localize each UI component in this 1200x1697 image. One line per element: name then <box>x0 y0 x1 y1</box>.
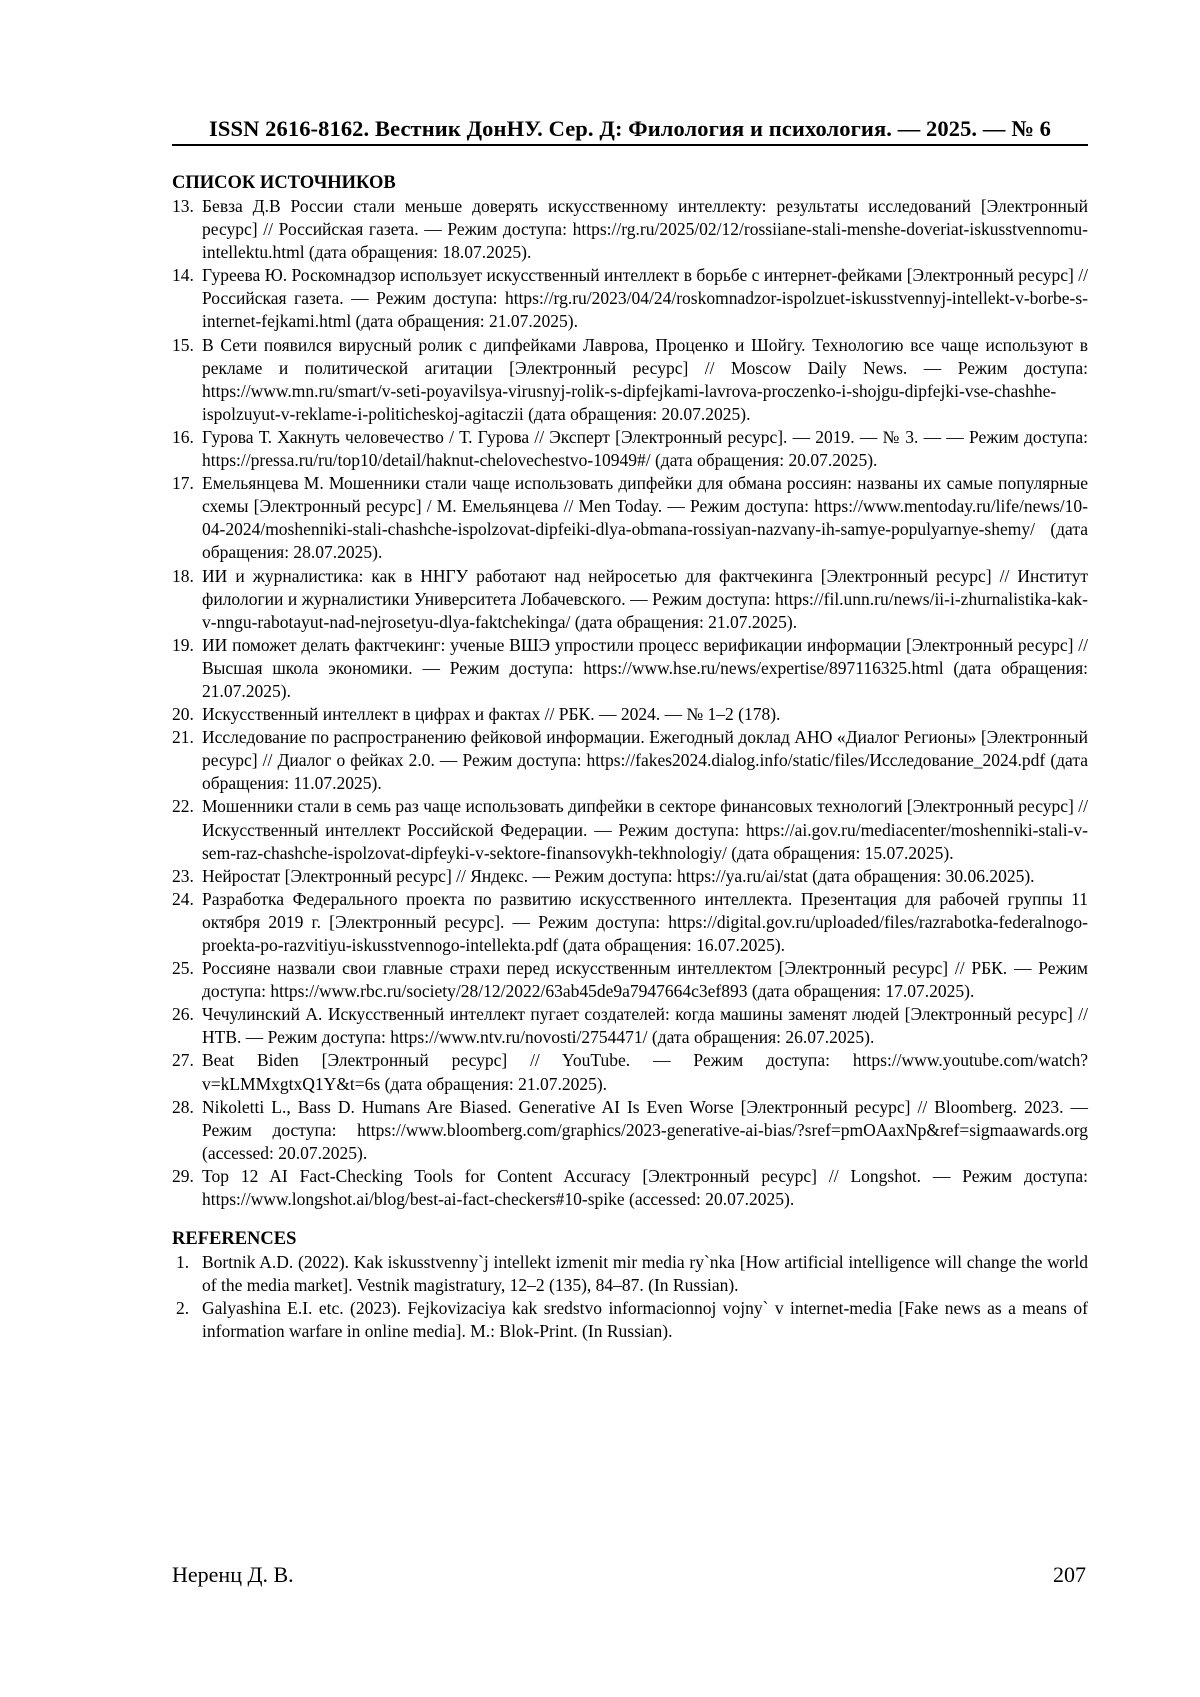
source-entry <box>172 795 1088 864</box>
entry-text: Bortnik A.D. (2022). Kak iskusstvenny`j intellekt izmenit mir media ry`nka [How artificial intelligence will change the world of the media market]. Vestnik magistratury, 12–2 (135), 84–87. (In Russian). <box>202 1252 1088 1296</box>
entry-text: Чечулинский А. Искусственный интеллект пугает создателей: когда машины заменят людей [Электронный ресурс] // НТВ. — Режим доступа: https://www.ntv.ru/novosti/2754471/ (дата обращения: 26.07.2025). <box>202 1004 1088 1048</box>
entry-number: 19. <box>172 634 194 655</box>
entry-number: 27. <box>172 1050 194 1071</box>
sources-list <box>172 195 1088 1211</box>
source-entry <box>172 426 1088 472</box>
entry-number: 28. <box>172 1096 194 1117</box>
entry-text: Beat Biden [Электронный ресурс] // YouTube. — Режим доступа: https://www.youtube.com/watch?v=kLMMxgtxQ1Y&t=6s (дата обращения: 21.07.2025). <box>202 1050 1088 1094</box>
entry-number: 1. <box>176 1252 190 1273</box>
references-list <box>172 1251 1088 1343</box>
source-entry <box>172 726 1088 795</box>
entry-number: 29. <box>172 1165 194 1186</box>
entry-number: 15. <box>172 334 194 355</box>
source-entry <box>172 264 1088 333</box>
entry-number: 22. <box>172 796 194 817</box>
entry-text: Galyashina E.I. etc. (2023). Fejkovizaciya kak sredstvo informacionnoj vojny` v internet-media [Fake news as a means of information warfare in online media]. M.: Blok-Print. (In Russian). <box>202 1298 1088 1342</box>
entry-text: В Сети появился вирусный ролик с дипфейками Лаврова, Проценко и Шойгу. Технологию все чаще используют в рекламе и политической агитации [Электронный ресурс] // Moscow Daily News. — Режим доступа: https://www.mn.ru/smart/v-seti-poyavilsya-virusnyj-rolik-s-dipfejkami-lavrova-proczenko-i-shojgu-dipfejki-vse-chashhe-ispolzuyut-v-reklame-i-politicheskoj-agitaczii (дата обращения: 20.07.2025). <box>202 334 1088 424</box>
running-header: ISSN 2616-8162. Вестник ДонНУ. Сер. Д: Филология и психология. — 2025. — № 6 <box>172 116 1088 146</box>
source-entry <box>172 472 1088 564</box>
source-entry <box>172 334 1088 426</box>
entry-text: Искусственный интеллект в цифрах и фактах // РБК. — 2024. — № 1–2 (178). <box>202 704 781 725</box>
source-entry <box>172 957 1088 1003</box>
entry-text: Гурова Т. Хакнуть человечество / Т. Гурова // Эксперт [Электронный ресурс]. — 2019. — № 3. — — Режим доступа: https://pressa.ru/ru/top10/detail/haknut-chelovechestvo-10949#/ (дата обращения: 20.07.2025). <box>202 426 1088 471</box>
references-heading: REFERENCES <box>172 1229 297 1250</box>
reference-entry <box>172 1251 1088 1297</box>
entry-text: Мошенники стали в семь раз чаще использовать дипфейки в секторе финансовых технологий [Электронный ресурс] // Искусственный интеллект Российской Федерации. — Режим доступа: https://ai.gov.ru/mediacenter/moshenniki-stali-v-sem-raz-chashche-ispolzovat-dipfeyki-v-sektore-finansovykh-tekhnologiy/ (дата обращения: 15.07.2025). <box>202 796 1088 863</box>
footer-author: Неренц Д. В. <box>172 1562 294 1587</box>
entry-text: ИИ и журналистика: как в ННГУ работают над нейросетью для фактчекинга [Электронный ресурс] // Институт филологии и журналистики Университета Лобачевского. — Режим доступа: https://fil.unn.ru/news/ii-i-zhurnalistika-kak-v-nngu-rabotayut-nad-nejrosetyu-dlya-faktchekinga/ (дата обращения: 21.07.2025). <box>202 565 1088 632</box>
entry-number: 25. <box>172 958 194 979</box>
source-entry <box>172 565 1088 634</box>
entry-number: 21. <box>172 727 194 748</box>
entry-text: Гуреева Ю. Роскомнадзор использует искусственный интеллект в борьбе с интернет-фейками [Электронный ресурс] // Российская газета. — Режим доступа: https://rg.ru/2023/04/24/roskomnadzor-ispolzuet-iskusstvennyj-intellekt-v-borbe-s-internet-fejkami.html (дата обращения: 21.07.2025). <box>202 265 1088 332</box>
entry-number: 16. <box>172 426 194 447</box>
entry-text: Россияне назвали свои главные страхи перед искусственным интеллектом [Электронный ресурс] // РБК. — Режим доступа: https://www.rbc.ru/society/28/12/2022/63ab45de9a7947664c3ef893 (дата обращения: 17.07.2025). <box>202 958 1088 1002</box>
entry-number: 26. <box>172 1004 194 1025</box>
source-entry <box>172 1096 1088 1165</box>
page-number: 207 <box>1053 1562 1086 1587</box>
entry-number: 13. <box>172 196 194 216</box>
source-entry <box>172 1049 1088 1095</box>
entry-number: 17. <box>172 473 194 494</box>
entry-text: Nikoletti L., Bass D. Humans Are Biased. Generative AI Is Even Worse [Электронный ресурс] // Bloomberg. 2023. — Режим доступа: https://www.bloomberg.com/graphics/2023-generative-ai-bias/?sref=pmOAaxNp&ref=sigmaawards.org (accessed: 20.07.2025). <box>202 1096 1088 1163</box>
entry-number: 20. <box>172 704 194 725</box>
entry-number: 2. <box>176 1298 190 1319</box>
entry-number: 14. <box>172 265 194 286</box>
entry-text: Разработка Федерального проекта по развитию искусственного интеллекта. Презентация для рабочей группы 11 октября 2019 г. [Электронный ресурс]. — Режим доступа: https://digital.gov.ru/uploaded/files/razrabotka-federalnogo-proekta-po-razvitiyu-iskusstvennogo-intellekta.pdf (дата обращения: 16.07.2025). <box>202 888 1088 955</box>
source-entry <box>172 1003 1088 1049</box>
entry-text: Нейростат [Электронный ресурс] // Яндекс. — Режим доступа: https://ya.ru/ai/stat (дата обращения: 30.06.2025). <box>202 865 1035 886</box>
reference-entry <box>172 1297 1088 1343</box>
source-entry <box>172 703 1088 726</box>
entry-number: 24. <box>172 888 194 909</box>
entry-number: 18. <box>172 565 194 586</box>
entry-number: 23. <box>172 865 194 886</box>
entry-text: Бевза Д.В России стали меньше доверять искусственному интеллекту: результаты исследований [Электронный ресурс] // Российская газета. — Режим доступа: https://rg.ru/2025/02/12/rossiiane-stali-menshe-doveriat-iskusstvennomu-intellektu.html (дата обращения: 18.07.2025). <box>202 196 1088 263</box>
entry-text: ИИ поможет делать фактчекинг: ученые ВШЭ упростили процесс верификации информации [Электронный ресурс] // Высшая школа экономики. — Режим доступа: https://www.hse.ru/news/expertise/897116325.html (дата обращения: 21.07.2025). <box>202 634 1088 701</box>
entry-text: Емельянцева М. Мошенники стали чаще использовать дипфейки для обмана россиян: названы их самые популярные схемы [Электронный ресурс] / М. Емельянцева // Men Today. — Режим доступа: https://www.mentoday.ru/life/news/10-04-2024/moshenniki-stali-chashche-ispolzovat-dipfeiki-dlya-obmana-rossiyan-nazvany-ih-samye-populyarnye-shemy/ (дата обращения: 28.07.2025). <box>202 473 1088 563</box>
bibliography <box>172 172 1088 1344</box>
source-entry <box>172 195 1088 264</box>
source-entry <box>172 888 1088 957</box>
entry-text: Исследование по распространению фейковой информации. Ежегодный доклад АНО «Диалог Регионы» [Электронный ресурс] // Диалог о фейках 2.0. — Режим доступа: https://fakes2024.dialog.info/static/files/Исследование_2024.pdf (дата обращения: 11.07.2025). <box>202 727 1088 794</box>
source-entry <box>172 1165 1088 1211</box>
source-entry <box>172 865 1088 888</box>
sources-heading: СПИСОК ИСТОЧНИКОВ <box>172 173 396 193</box>
source-entry <box>172 634 1088 703</box>
entry-text: Top 12 AI Fact-Checking Tools for Content Accuracy [Электронный ресурс] // Longshot. — Режим доступа: https://www.longshot.ai/blog/best-ai-fact-checkers#10-spike (accessed: 20.07.2025). <box>202 1165 1088 1210</box>
